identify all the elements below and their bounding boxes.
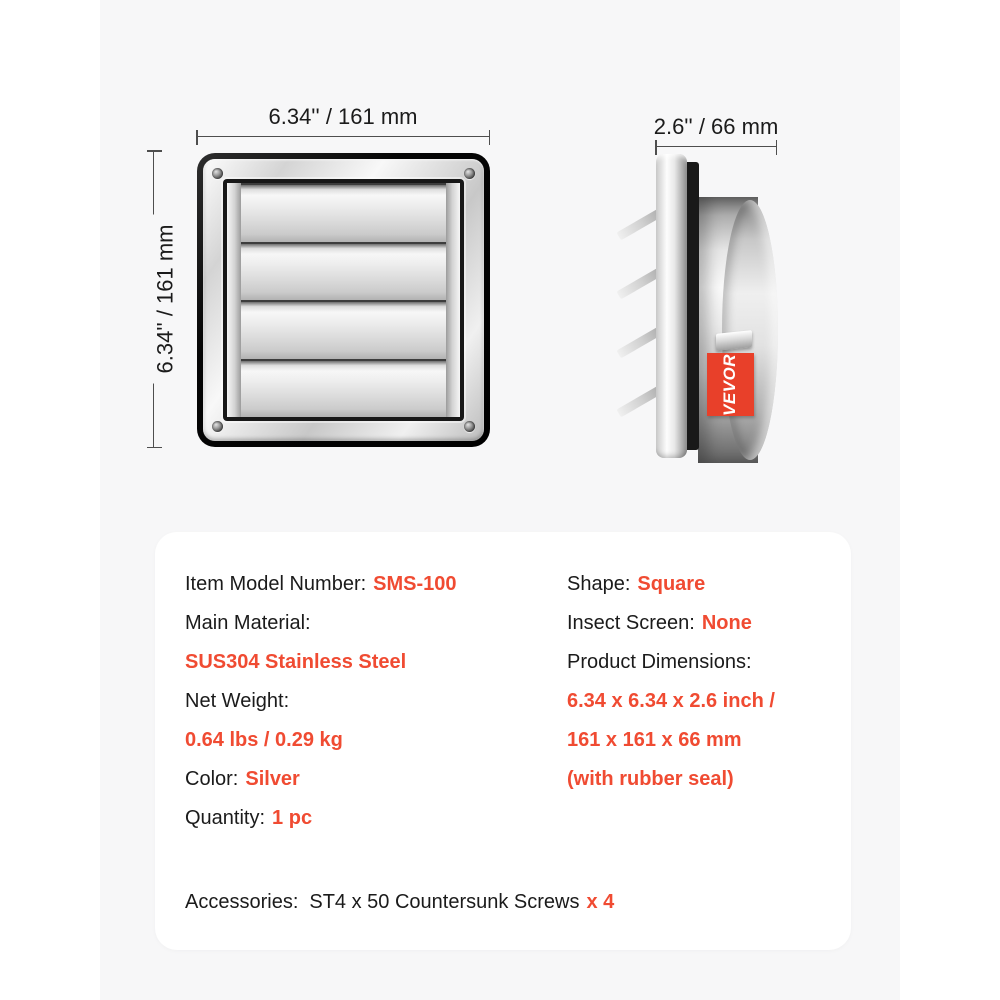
spec-weight-label: Net Weight: bbox=[185, 690, 290, 712]
spec-column-right bbox=[567, 565, 837, 799]
spec-insect-screen: Insect Screen: None bbox=[567, 612, 752, 634]
vent-front-view bbox=[197, 153, 490, 447]
side-depth-dimension-line bbox=[655, 146, 777, 147]
spec-dimensions-value-2: 161 x 161 x 66 mm bbox=[567, 729, 742, 751]
vent-louver bbox=[240, 242, 447, 301]
front-height-label: 6.34'' / 161 mm bbox=[131, 150, 201, 448]
screw-hole bbox=[212, 421, 223, 432]
spec-dimensions-label: Product Dimensions: bbox=[567, 651, 752, 673]
spec-item-model: Item Model Number: SMS-100 bbox=[185, 573, 457, 595]
spec-material-label: Main Material: bbox=[185, 612, 311, 634]
spec-column-left bbox=[185, 565, 525, 838]
spec-color: Color: Silver bbox=[185, 768, 300, 790]
front-width-label: 6.34'' / 161 mm bbox=[268, 104, 418, 129]
spec-weight-value: 0.64 lbs / 0.29 kg bbox=[185, 729, 343, 751]
spec-material-value: SUS304 Stainless Steel bbox=[185, 651, 407, 673]
spec-dimensions-value-3: (with rubber seal) bbox=[567, 768, 734, 790]
spec-card bbox=[155, 532, 851, 950]
vent-side-rail bbox=[227, 183, 241, 417]
vent-louver bbox=[240, 359, 447, 418]
screw-hole bbox=[212, 168, 223, 179]
vent-side-rail bbox=[446, 183, 460, 417]
screw-hole bbox=[464, 421, 475, 432]
vent-louver bbox=[240, 300, 447, 359]
side-depth-label: 2.6'' / 66 mm bbox=[653, 114, 779, 139]
front-width-dimension-line bbox=[196, 136, 490, 137]
spec-dimensions-value-1: 6.34 x 6.34 x 2.6 inch / bbox=[567, 690, 775, 712]
spec-shape: Shape: Square bbox=[567, 573, 706, 595]
spec-quantity: Quantity: 1 pc bbox=[185, 807, 313, 829]
vent-louver bbox=[240, 183, 447, 242]
vevor-brand-label: VEVOR bbox=[707, 353, 754, 416]
faceplate-edge bbox=[656, 154, 687, 458]
vent-louver-window bbox=[227, 183, 460, 417]
spec-accessories: Accessories: ST4 x 50 Countersunk Screws x 4 bbox=[185, 891, 615, 913]
vent-louvers bbox=[240, 183, 447, 417]
screw-hole bbox=[464, 168, 475, 179]
